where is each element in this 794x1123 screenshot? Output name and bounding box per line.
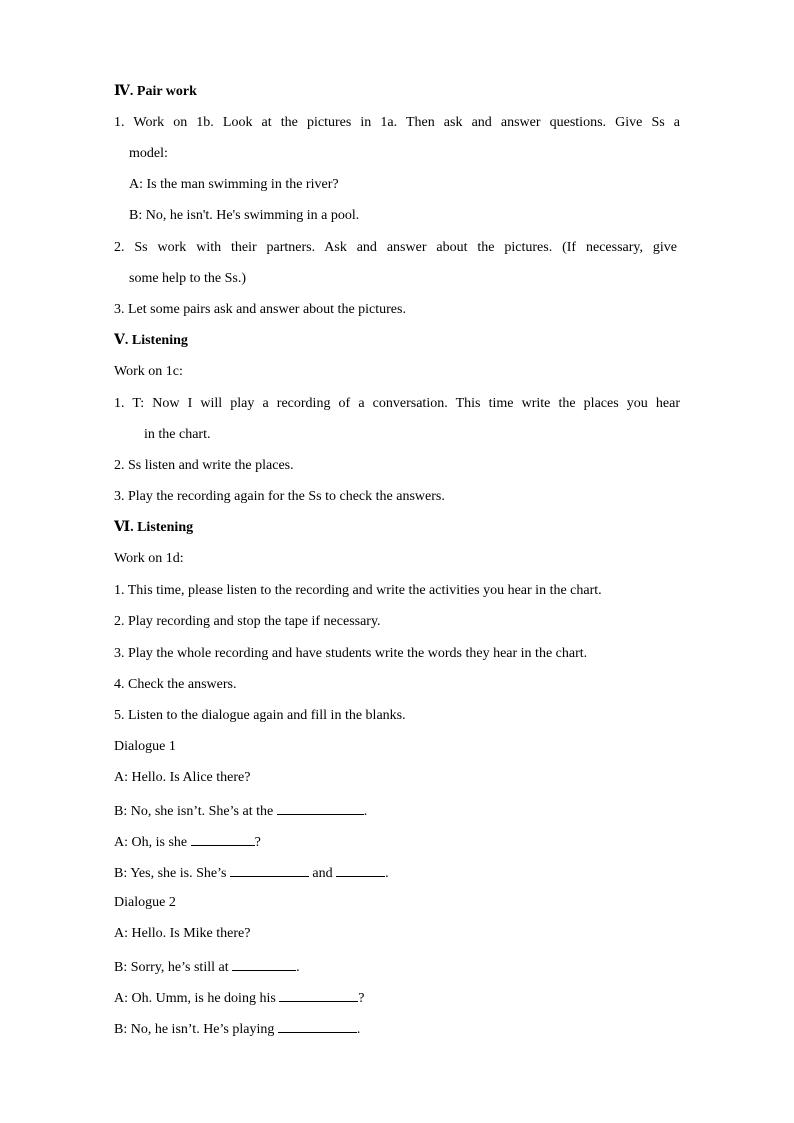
dialogue-title: Dialogue 2 [114, 895, 176, 910]
dialogue-title: Dialogue 1 [114, 739, 176, 754]
dialogue-line [114, 863, 389, 883]
dialogue-line [114, 801, 367, 821]
fill-in-blank[interactable] [279, 988, 358, 1002]
dialogue-text: . [385, 866, 389, 881]
fill-in-blank[interactable] [278, 1019, 357, 1033]
instruction-line: 1. T: Now I will play a recording of a conversation. This time write the places you hear [114, 396, 680, 411]
instruction-line: some help to the Ss.) [129, 271, 247, 286]
dialogue-text: . [363, 804, 368, 819]
dialogue-line: A: Hello. Is Mike there? [114, 926, 251, 941]
fill-in-blank[interactable] [277, 801, 364, 815]
fill-in-blank[interactable] [230, 863, 309, 877]
work-on-label: Work on 1c: [114, 364, 183, 379]
dialogue-text: . [296, 960, 300, 975]
section-heading-listening-1c: Ⅴ. Listening [114, 333, 188, 348]
work-on-label: Work on 1d: [114, 551, 184, 566]
section-heading-pair-work: Ⅳ. Pair work [114, 84, 197, 99]
dialogue-line [114, 988, 365, 1008]
fill-in-blank[interactable] [232, 957, 296, 971]
fill-in-blank[interactable] [336, 863, 385, 877]
instruction-line: 1. This time, please listen to the recording and write the activities you hear in the chart. [114, 583, 602, 598]
dialogue-text: B: Yes, she is. She’s [114, 866, 230, 881]
dialogue-text: A: Oh, is she [114, 835, 191, 850]
dialogue-text: and [308, 866, 337, 881]
instruction-line: in the chart. [144, 427, 211, 442]
dialogue-line: A: Hello. Is Alice there? [114, 770, 251, 785]
instruction-line: 1. Work on 1b. Look at the pictures in 1a. Then ask and answer questions. Give Ss a [114, 115, 680, 130]
instruction-line: 3. Let some pairs ask and answer about the pictures. [114, 302, 406, 317]
dialogue-text: B: No, he isn’t. He’s playing [114, 1022, 278, 1037]
dialogue-line [114, 957, 300, 977]
fill-in-blank[interactable] [191, 832, 255, 846]
instruction-line: 5. Listen to the dialogue again and fill in the blanks. [114, 708, 406, 723]
instruction-line: 4. Check the answers. [114, 677, 237, 692]
model-line-b: B: No, he isn't. He's swimming in a pool. [129, 208, 360, 223]
dialogue-text: B: Sorry, he’s still at [114, 960, 233, 975]
instruction-line: 3. Play the recording again for the Ss to check the answers. [114, 489, 445, 504]
section-heading-listening-1d: Ⅵ. Listening [114, 520, 194, 535]
instruction-line: 2. Ss listen and write the places. [114, 458, 294, 473]
model-line-a: A: Is the man swimming in the river? [129, 177, 339, 192]
dialogue-text: ? [254, 835, 261, 850]
instruction-line: 2. Play recording and stop the tape if necessary. [114, 614, 381, 629]
instruction-line: 2. Ss work with their partners. Ask and answer about the pictures. (If necessary, give [114, 240, 677, 255]
dialogue-text: B: No, she isn’t. She’s at the [114, 804, 277, 819]
dialogue-text: ? [358, 991, 365, 1006]
instruction-line: model: [129, 146, 168, 161]
dialogue-line [114, 832, 261, 852]
dialogue-text: A: Oh. Umm, is he doing his [114, 991, 280, 1006]
dialogue-text: . [356, 1022, 361, 1037]
dialogue-line [114, 1019, 360, 1039]
instruction-line: 3. Play the whole recording and have students write the words they hear in the chart. [114, 646, 588, 661]
